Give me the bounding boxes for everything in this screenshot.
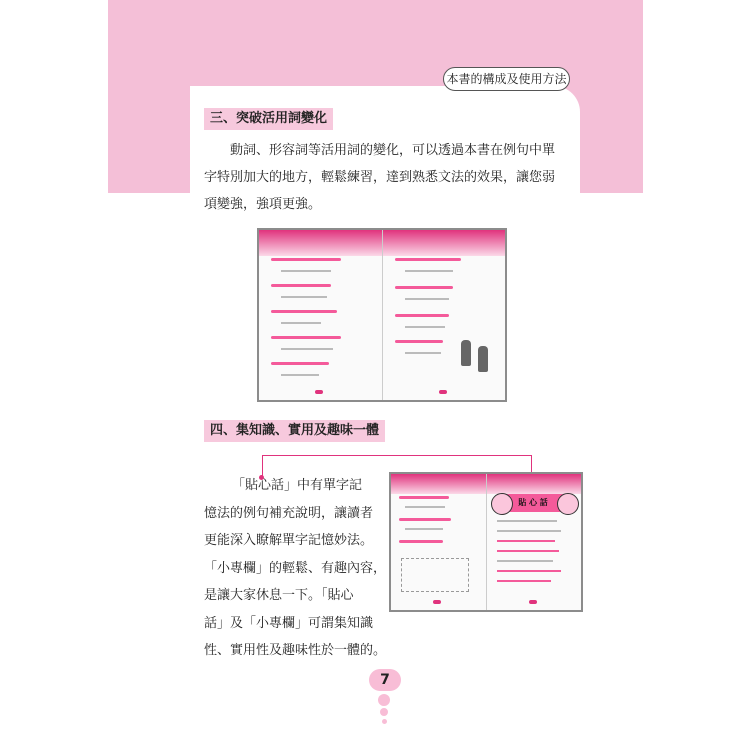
example-line (405, 506, 445, 508)
paragraph-line: 話」及「小專欄」可謂集知識 (204, 615, 374, 631)
section4-paragraph (204, 472, 386, 665)
column-text (497, 550, 559, 552)
example-line (405, 326, 445, 328)
column-text (497, 580, 551, 582)
person-illustration (461, 340, 471, 366)
column-text (497, 520, 557, 522)
example-line (405, 270, 453, 272)
spread-right-page (486, 474, 582, 610)
example-line (405, 528, 443, 530)
example-line (281, 374, 319, 376)
callout-connector (262, 455, 532, 456)
example-line (395, 340, 443, 343)
section-heading-4: 四、集知識、實用及趣味一體 (204, 420, 385, 442)
spread-header (487, 474, 582, 494)
page-marker (439, 390, 447, 394)
kid-illustration (491, 493, 513, 515)
column-text (497, 560, 553, 562)
header-tab: 本書的構成及使用方法 (443, 67, 570, 91)
example-line (271, 362, 329, 365)
section3-paragraph (204, 137, 555, 218)
paragraph-line: 「小專欄」的輕鬆、有趣內容， (204, 560, 387, 576)
kid-illustration (557, 493, 579, 515)
example-line (281, 322, 321, 324)
paragraph-line: 字特別加大的地方，輕鬆練習，達到熟悉文法的效果，讓您弱 (204, 170, 556, 185)
paragraph-line: 動詞、形容詞等活用詞的變化，可以透過本書在例句中單 (204, 143, 556, 158)
paragraph-line: 性、實用性及趣味性於一體的。 (204, 643, 387, 658)
page-marker (433, 600, 441, 604)
paragraph-line: 更能深入瞭解單字記憶妙法。 (204, 533, 374, 548)
column-title: 貼 心 話 (495, 494, 571, 512)
spread-header (259, 230, 382, 256)
example-line (271, 284, 331, 287)
decorative-dot (378, 694, 390, 706)
spread-header (391, 474, 486, 494)
example-line (399, 496, 449, 499)
sample-column-image (389, 472, 583, 612)
page-marker (529, 600, 537, 604)
spread-left-page (259, 230, 382, 400)
column-text (497, 530, 561, 532)
spread-header (383, 230, 506, 256)
page-marker (315, 390, 323, 394)
decorative-dot (382, 719, 387, 724)
example-line (405, 352, 441, 354)
sample-spread-image (257, 228, 507, 402)
person-illustration (478, 346, 488, 372)
example-line (405, 298, 449, 300)
section-heading-3: 三、突破活用詞變化 (204, 108, 333, 130)
example-line (271, 310, 337, 313)
spread-left-page (391, 474, 486, 610)
spread-right-page (382, 230, 506, 400)
paragraph-line: 憶法的例句補充說明，讓讀者 (204, 505, 374, 521)
example-line (281, 296, 327, 298)
example-line (395, 258, 461, 261)
page-number: 7 (369, 669, 401, 691)
column-text (497, 570, 561, 572)
example-line (281, 270, 331, 272)
example-line (395, 286, 453, 289)
example-line (281, 348, 333, 350)
example-line (271, 258, 341, 261)
paragraph-line: 「貼心話」中有單字記 (232, 478, 363, 493)
paragraph-line: 項變強，強項更強。 (204, 197, 322, 212)
column-text (497, 540, 555, 542)
example-line (395, 314, 449, 317)
example-line (399, 518, 451, 521)
example-line (399, 540, 443, 543)
example-line (271, 336, 341, 339)
decorative-dot (380, 708, 388, 716)
paragraph-line: 是讓大家休息一下。「貼心 (204, 588, 354, 603)
memo-box (401, 558, 469, 592)
